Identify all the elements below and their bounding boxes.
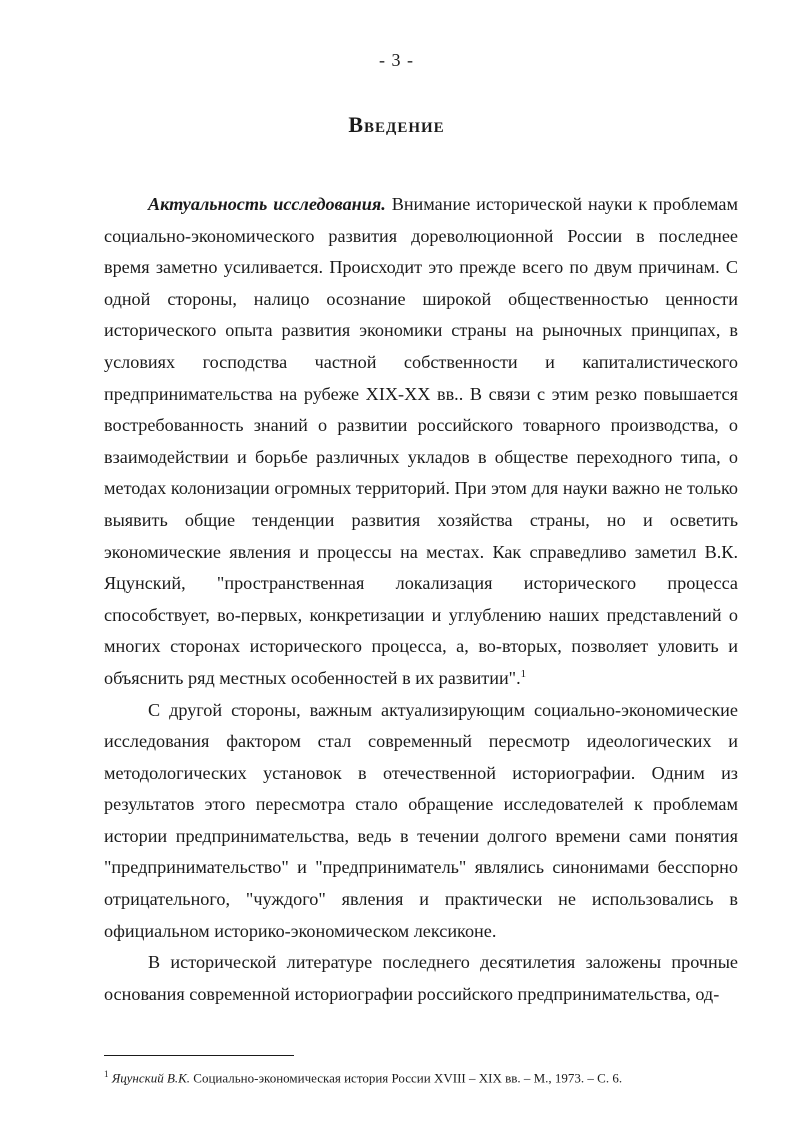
paragraph-3: В исторической литературе последнего десятилетия заложены прочные основания современной историографии российского предпринимательства, од- <box>104 952 738 1004</box>
page-title: Введение <box>348 112 445 137</box>
footnote-separator <box>104 1055 294 1056</box>
page-number: - 3 - <box>379 50 414 70</box>
footnote-reference[interactable]: 1 <box>520 667 527 680</box>
body-text <box>104 189 738 1010</box>
footnote-number: 1 <box>104 1069 109 1079</box>
footnote-author: Яцунский В.К. <box>111 1070 191 1086</box>
footnote <box>104 1066 738 1086</box>
paragraph-lead: Актуальность исследования. <box>148 194 386 214</box>
paragraph-1 <box>104 189 738 695</box>
paragraph-2: С другой стороны, важным актуализирующим социально-экономические исследования фактором стал современный пересмотр идеологических и методологических установок в отечественной историографии. Одним из результатов этого пересмотра стало обращение исследователей к проблемам истории предпринимательства, ведь в течении долгого времени сами понятия "предпринимательство" и "предприниматель" являлись синонимами бесспорно отрицательного, "чуждого" явления и практически не использовались в официальном историко-экономическом лексиконе. <box>104 699 738 941</box>
paragraph-1-text: Внимание исторической науки к проблемам социально-экономического развития дореволюционной России в последнее время заметно усиливается. Происходит это прежде всего по двум причинам. С одной стороны, налицо осознание широкой общественностью ценности исторического опыта развития экономики страны на рыночных принципах, в условиях господства частной собственности и капиталистического предпринимательства на рубеже XIX-XX вв.. В связи с этим резко повышается востребованность знаний о развитии российского товарного производства, о взаимодействии и борьбе различных укладов в обществе переходного типа, о методах колонизации огромных территорий. При этом для науки важно не только выявить общие тенденции развития хозяйства страны, но и осветить экономические явления и процессы на местах. Как справедливо заметил В.К. Яцунский, "пространственная локализация исторического процесса способствует, во-первых, конкретизации и углублению наших представлений о многих сторонах исторического процесса, а, во-вторых, позволяет уловить и объяснить ряд местных особенностей в их развитии". <box>104 194 739 688</box>
footnote-text: Социально-экономическая история России XVIII – XIX вв. – М., 1973. – С. 6. <box>190 1070 623 1086</box>
